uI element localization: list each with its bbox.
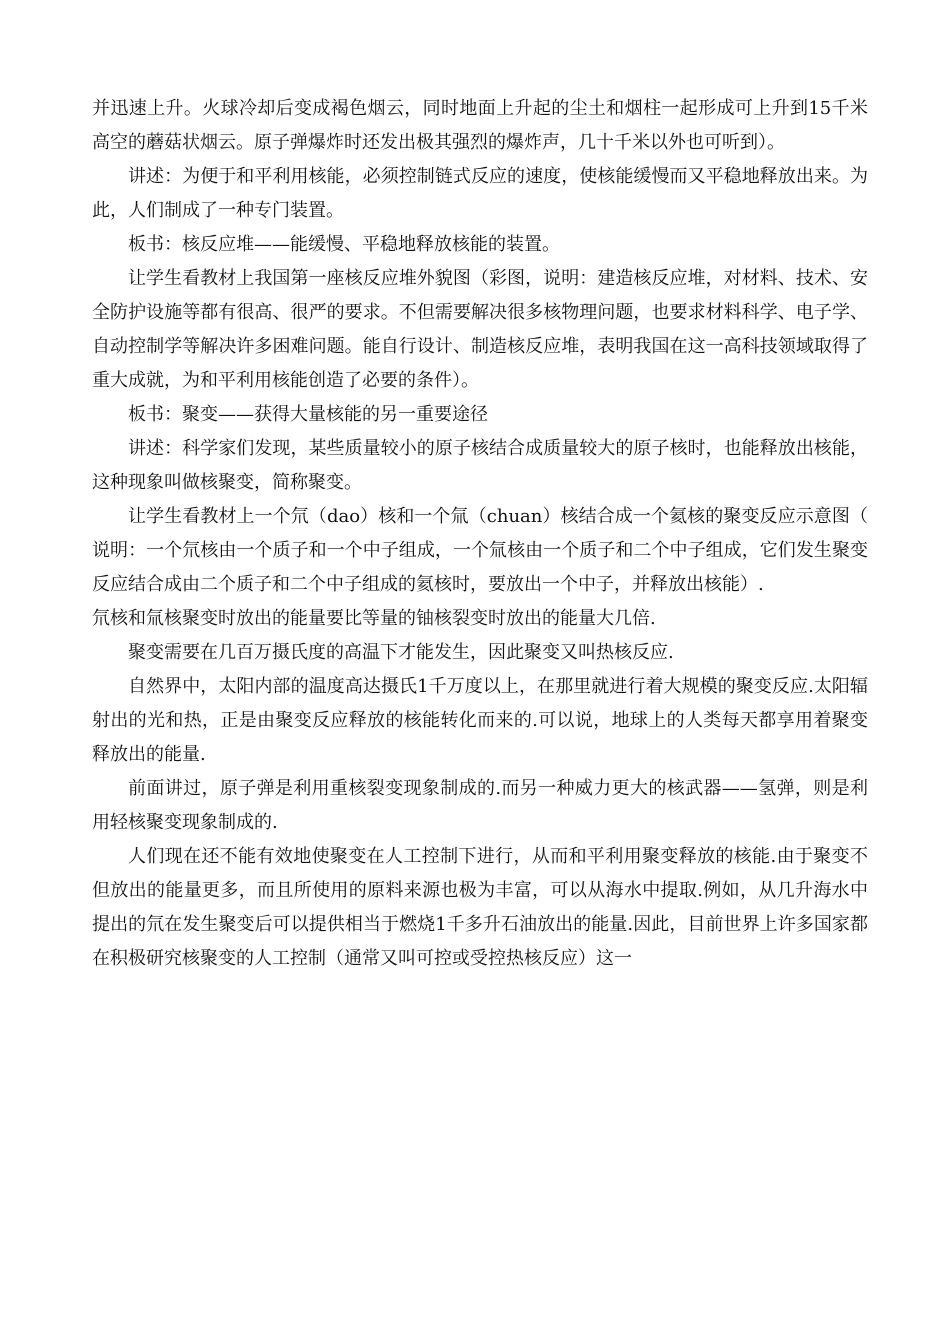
paragraph-thermonuclear: 聚变需要在几百万摄氏度的高温下才能发生，因此聚变又叫热核反应. <box>128 642 674 663</box>
paragraph-board-fusion: 板书：聚变——获得大量核能的另一重要途径 <box>128 404 488 425</box>
paragraph-sun-fusion: 自然界中，太阳内部的温度高达摄氏1千万度以上，在那里就进行着大规模的聚变反应.太阳辐射出的光和热，正是由聚变反应释放的核能转化而来的.可以说，地球上的人类每天都享用着聚变释放出的能量. <box>92 676 868 765</box>
paragraph-board-reactor: 板书：核反应堆——能缓慢、平稳地释放核能的装置。 <box>128 234 560 255</box>
paragraph-first-reactor: 让学生看教材上我国第一座核反应堆外貌图（彩图，说明：建造核反应堆，对材料、技术、安全防护设施等都有很高、很严的要求。不但需要解决很多核物理问题，也要求材料科学、电子学、自动控制学等解决许多困难问题。能自行设计、制造核反应堆，表明我国在这一高科技领域取得了重大成就，为和平利用核能创造了必要的条件）。 <box>92 268 868 391</box>
paragraph-fusion-diagram: 让学生看教材上一个氘（dao）核和一个氚（chuan）核结合成一个氦核的聚变反应示意图（说明：一个氘核由一个质子和一个中子组成，一个氚核由一个质子和二个中子组成，它们发生聚变反应结合成由二个质子和二个中子组成的氦核时，要放出一个中子，并释放出核能）. <box>92 506 868 595</box>
paragraph-energy-comparison: 氘核和氚核聚变时放出的能量要比等量的铀核裂变时放出的能量大几倍. <box>92 608 656 629</box>
paragraph-controlled-chain-reaction: 讲述：为便于和平利用核能，必须控制链式反应的速度，使核能缓慢而又平稳地释放出来。为此，人们制成了一种专门装置。 <box>92 166 868 221</box>
paragraph-fireball-cloud: 并迅速上升。火球冷却后变成褐色烟云，同时地面上升起的尘土和烟柱一起形成可上升到15千米高空的蘑菇状烟云。原子弹爆炸时还发出极其强烈的爆炸声，几十千米以外也可听到）。 <box>92 98 868 153</box>
paragraph-hydrogen-bomb: 前面讲过，原子弹是利用重核裂变现象制成的.而另一种威力更大的核武器——氢弹，则是利用轻核聚变现象制成的. <box>92 778 868 833</box>
paragraph-fusion-definition: 讲述：科学家们发现，某些质量较小的原子核结合成质量较大的原子核时，也能释放出核能，这种现象叫做核聚变，简称聚变。 <box>92 438 868 493</box>
document-page <box>92 92 868 976</box>
paragraph-controlled-fusion: 人们现在还不能有效地使聚变在人工控制下进行，从而和平利用聚变释放的核能.由于聚变不但放出的能量更多，而且所使用的原料来源也极为丰富，可以从海水中提取.例如，从几升海水中提出的氘在发生聚变后可以提供相当于燃烧1千多升石油放出的能量.因此，目前世界上许多国家都在积极研究核聚变的人工控制（通常又叫可控或受控热核反应）这一 <box>92 846 868 969</box>
